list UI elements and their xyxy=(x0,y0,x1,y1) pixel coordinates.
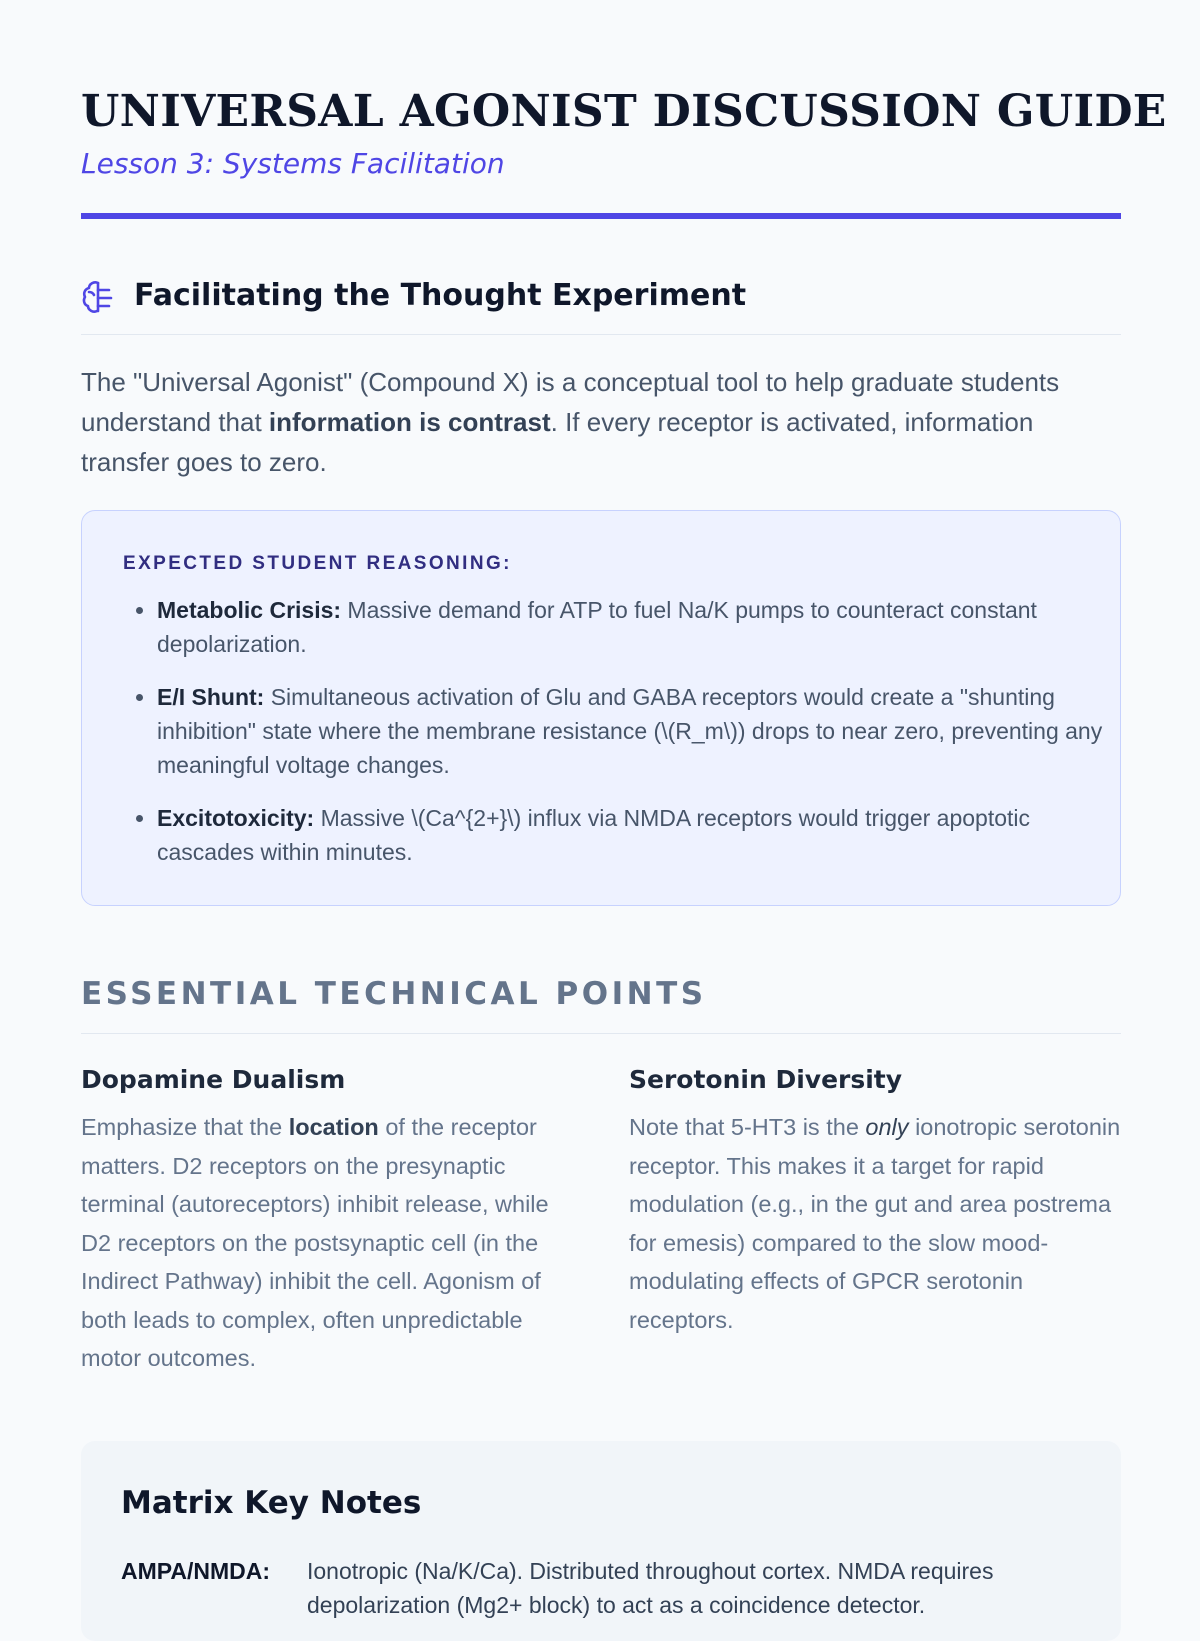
panel-title: Matrix Key Notes xyxy=(121,1485,422,1521)
page-title: UNIVERSAL AGONIST DISCUSSION GUIDE xyxy=(81,86,1167,137)
list-item xyxy=(157,801,1107,869)
expected-reasoning-callout xyxy=(81,510,1121,906)
card-emphasis: location xyxy=(288,1114,379,1140)
section-title: ESSENTIAL TECHNICAL POINTS xyxy=(81,976,707,1012)
card-title: Serotonin Diversity xyxy=(629,1065,903,1094)
card-serotonin-diversity xyxy=(629,1062,1124,1339)
list-item-text: Massive \(Ca^{2+}\) influx via NMDA receptors would trigger apoptotic cascades within minutes. xyxy=(157,805,1031,865)
title-divider xyxy=(81,213,1121,219)
list-item-text: Massive demand for ATP to fuel Na/K pumps to counteract constant depolarization. xyxy=(157,597,1037,657)
card-text-start: Note that 5-HT3 is the xyxy=(629,1114,866,1140)
card-emphasis: only xyxy=(865,1114,909,1140)
card-title: Dopamine Dualism xyxy=(81,1065,346,1094)
matrix-row-text: Ionotropic (Na/K/Ca). Distributed throughout cortex. NMDA requires depolarization (Mg2+ block) to act as a coincidence detector. xyxy=(307,1558,994,1618)
card-text-end: ionotropic serotonin receptor. This makes it a target for rapid modulation (e.g., in the gut and area postrema for emesis) compared to the slow mood-modulating effects of GPCR serotonin receptors. xyxy=(629,1114,1121,1333)
matrix-key-notes-panel xyxy=(81,1441,1121,1641)
intro-text-start: The "Universal Agonist" (Compound X) is a conceptual tool to help graduate students understand that xyxy=(81,367,1060,437)
section-thought-experiment-header xyxy=(81,272,1121,335)
section-title: Facilitating the Thought Experiment xyxy=(134,278,747,313)
card-text-end: of the receptor matters. D2 receptors on the presynaptic terminal (autoreceptors) inhibit release, while D2 receptors on the postsynaptic cell (in the Indirect Pathway) inhibit the cell. Agonism of both leads to complex, often unpredictable motor outcomes. xyxy=(81,1114,549,1371)
section-technical-points-header xyxy=(81,968,1121,1034)
list-item xyxy=(157,680,1107,782)
intro-paragraph xyxy=(81,362,1121,482)
card-dopamine-dualism xyxy=(81,1062,576,1378)
matrix-row-label: AMPA/NMDA: xyxy=(121,1558,271,1584)
intro-emphasis: information is contrast xyxy=(268,407,551,437)
list-item-term: E/I Shunt: xyxy=(157,684,265,710)
intro-text-end: . If every receptor is activated, information transfer goes to zero. xyxy=(81,407,1034,477)
callout-heading: EXPECTED STUDENT REASONING: xyxy=(123,553,512,574)
list-item xyxy=(157,593,1107,661)
list-item-term: Metabolic Crisis: xyxy=(157,597,342,623)
card-body xyxy=(81,1108,576,1378)
card-text-start: Emphasize that the xyxy=(81,1114,289,1140)
list-item-term: Excitotoxicity: xyxy=(157,805,315,831)
brain-icon xyxy=(81,278,119,316)
reasoning-list xyxy=(123,593,1107,888)
page-subtitle: Lesson 3: Systems Facilitation xyxy=(81,147,505,180)
list-item-text: Simultaneous activation of Glu and GABA receptors would create a "shunting inhibition" state where the membrane resistance (\(R_m\)) drops to near zero, preventing any meaningful voltage changes. xyxy=(157,684,1103,778)
card-body xyxy=(629,1108,1124,1339)
